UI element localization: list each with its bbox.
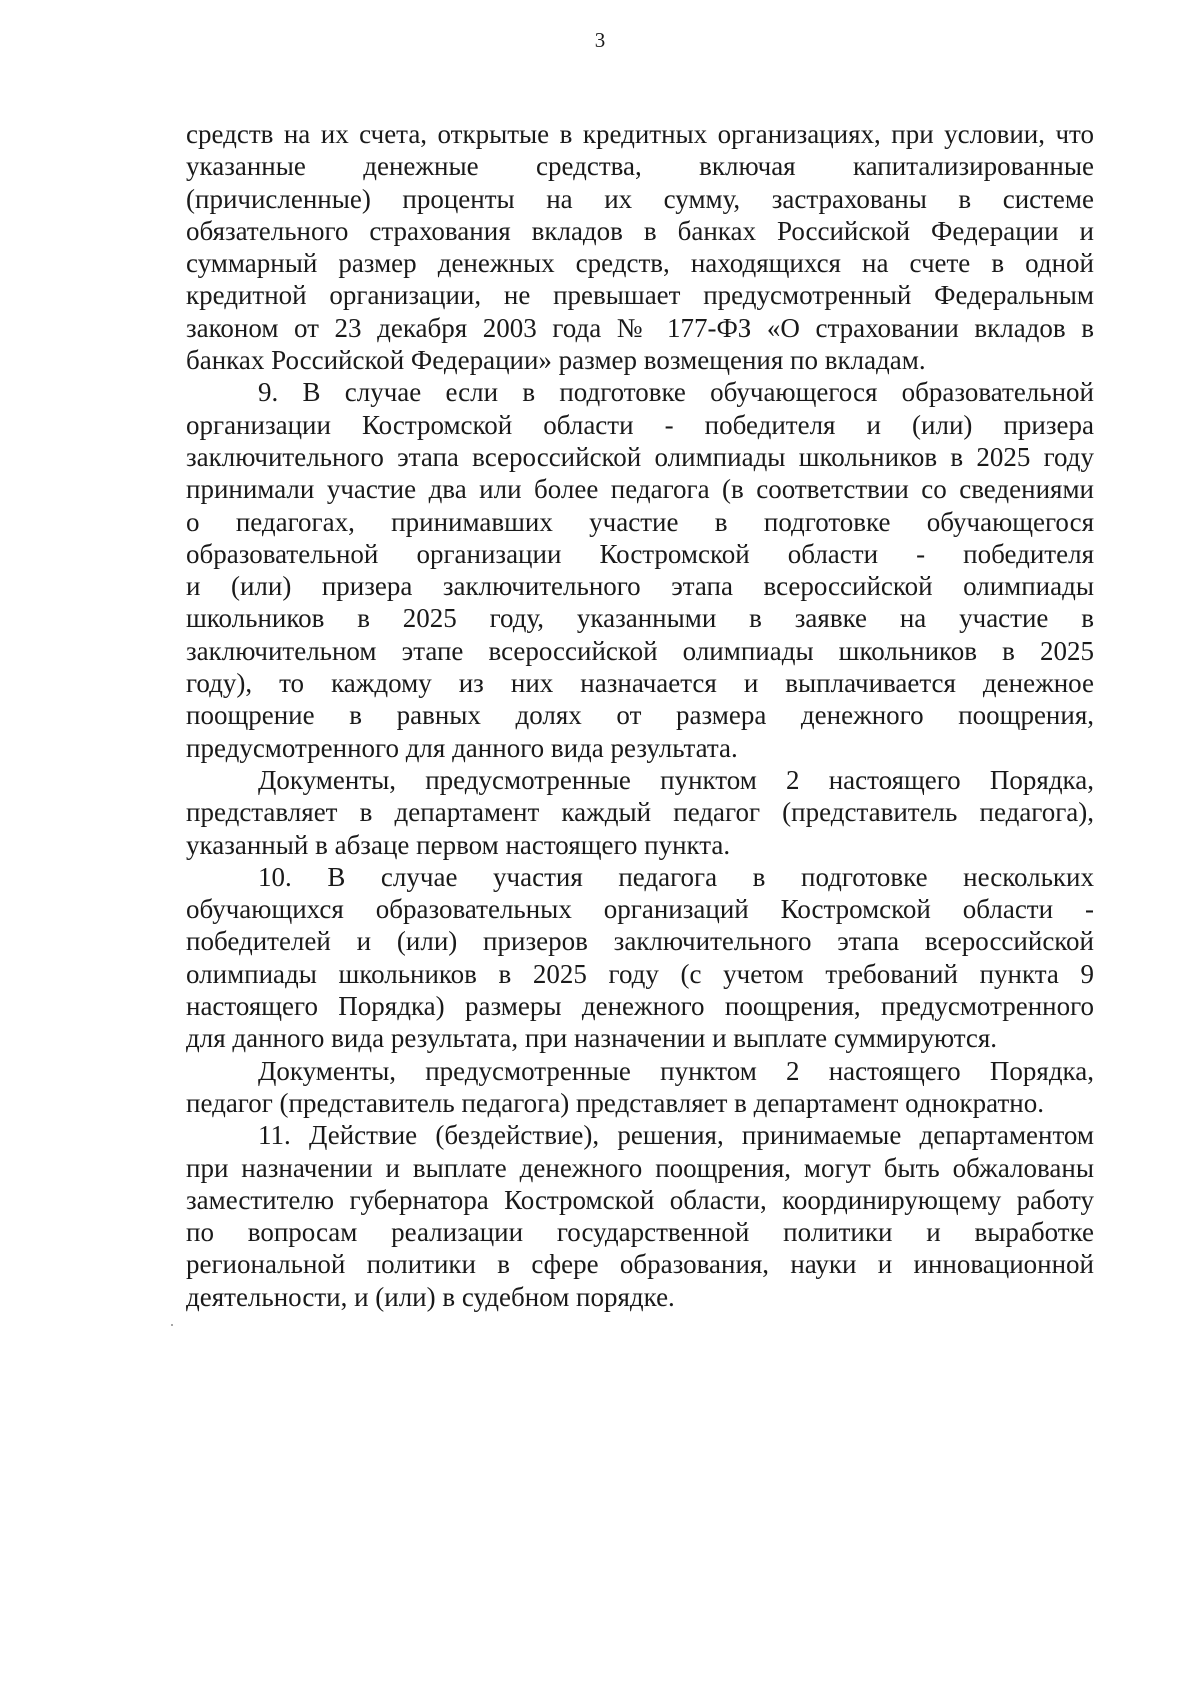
text-line: средств на их счета, открытые в кредитных организациях, при условии, что [186,119,1094,149]
text-line: 11. Действие (бездействие), решения, принимаемые департаментом [258,1120,1094,1151]
text-line: законом от 23 декабря 2003 года № 177-ФЗ «О страховании вкладов в [186,312,1094,343]
text-line: 9. В случае если в подготовке обучающегося образовательной [258,377,1094,408]
text-line: заключительном этапе всероссийской олимпиады школьников в 2025 [186,635,1094,666]
text-line: настоящего Порядка) размеры денежного поощрения, предусмотренного [186,991,1094,1022]
text-line: деятельности, и (или) в судебном порядке. [186,1281,675,1312]
text-line: школьников в 2025 году, указанными в заявке на участие в [186,603,1094,634]
text-line: педагог (представитель педагога) представляет в департамент однократно. [186,1087,1044,1118]
text-line: 10. В случае участия педагога в подготовке нескольких [258,861,1094,892]
paragraph-item-11 [186,1119,1094,1313]
text-line: поощрение в равных долях от размера денежного поощрения, [186,700,1094,731]
text-line: принимали участие два или более педагога (в соответствии со сведениями [186,474,1094,505]
text-line: заключительного этапа всероссийской олимпиады школьников в 2025 году [186,441,1094,472]
text-line: по вопросам реализации государственной политики и выработке [186,1217,1094,1248]
text-line: Документы, предусмотренные пунктом 2 настоящего Порядка, [258,1055,1094,1086]
text-line: при назначении и выплате денежного поощрения, могут быть обжалованы [186,1152,1094,1183]
paragraph-item-9 [186,376,1094,764]
text-line: Документы, предусмотренные пунктом 2 настоящего Порядка, [258,764,1094,795]
text-line: суммарный размер денежных средств, находящихся на счете в одной [186,248,1094,279]
paragraph-item-9-documents [186,764,1094,861]
text-line: году), то каждому из них назначается и выплачивается денежное [186,668,1094,699]
text-line: обучающихся образовательных организаций Костромской области - [186,894,1094,925]
text-line: олимпиады школьников в 2025 году (с учетом требований пункта 9 [186,958,1094,989]
text-line: банках Российской Федерации» размер возмещения по вкладам. [186,345,926,376]
text-line: обязательного страхования вкладов в банках Российской Федерации и [186,215,1094,246]
text-line: представляет в департамент каждый педагог (представитель педагога), [186,797,1094,828]
document-body [186,118,1094,1313]
text-line: о педагогах, принимавших участие в подготовке обучающегося [186,506,1094,537]
text-line: предусмотренного для данного вида результата. [186,732,738,763]
text-line: образовательной организации Костромской области - победителя [186,538,1094,569]
page-number: 3 [594,28,606,52]
text-line: победителей и (или) призеров заключительного этапа всероссийской [186,926,1094,957]
text-line: для данного вида результата, при назначении и выплате суммируются. [186,1023,998,1054]
paragraph-continuation [186,118,1094,376]
text-line: организации Костромской области - победителя и (или) призера [186,409,1094,440]
paragraph-item-10-documents [186,1055,1094,1120]
text-line: (причисленные) проценты на их сумму, застрахованы в системе [186,183,1094,214]
text-line: указанные денежные средства, включая капитализированные [186,151,1094,182]
paragraph-item-10 [186,861,1094,1055]
scan-speck [171,1324,173,1326]
text-line: заместителю губернатора Костромской области, координирующему работу [186,1184,1094,1215]
text-line: указанный в абзаце первом настоящего пункта. [186,829,731,860]
text-line: кредитной организации, не превышает предусмотренный Федеральным [186,280,1094,311]
text-line: и (или) призера заключительного этапа всероссийской олимпиады [186,571,1094,602]
text-line: региональной политики в сфере образования, науки и инновационной [186,1249,1094,1280]
